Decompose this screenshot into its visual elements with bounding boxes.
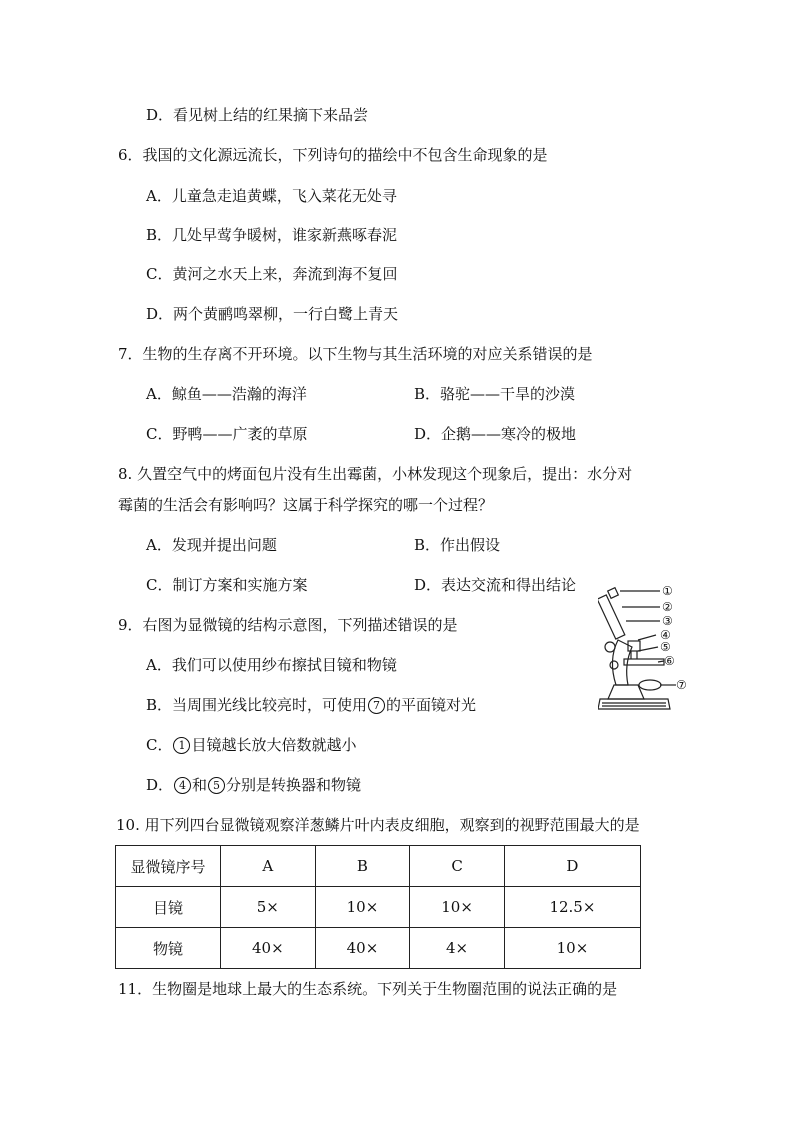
table-cell: 10× bbox=[504, 928, 640, 969]
circled-number: 1 bbox=[173, 737, 190, 754]
q7-option-d: D．企鹅——寒冷的极地 bbox=[414, 425, 577, 443]
q7-option-a: A．鲸鱼——浩瀚的海洋 bbox=[146, 385, 307, 403]
table-header-cell: 显微镜序号 bbox=[116, 846, 221, 887]
table-cell: 10× bbox=[315, 887, 410, 928]
q8-option-a: A．发现并提出问题 bbox=[146, 536, 277, 554]
q8-option-d: D．表达交流和得出结论 bbox=[414, 576, 577, 594]
table-cell: 目镜 bbox=[116, 887, 221, 928]
q8-option-b: B．作出假设 bbox=[414, 536, 501, 554]
figure-label-4: ④ bbox=[660, 628, 671, 642]
q5-option-d: D．看见树上结的红果摘下来品尝 bbox=[146, 106, 369, 124]
q7-option-b: B．骆驼——干旱的沙漠 bbox=[414, 385, 576, 403]
q9-option-c-pre: C． bbox=[146, 736, 173, 754]
q9-option-d bbox=[146, 774, 361, 796]
q9-option-b bbox=[146, 694, 476, 716]
figure-label-5: ⑤ bbox=[660, 640, 671, 654]
q9-option-d-pre: D． bbox=[146, 776, 174, 794]
table-cell: 物镜 bbox=[116, 928, 221, 969]
table-header-cell: A bbox=[221, 846, 316, 887]
microscope-table bbox=[115, 845, 641, 969]
q6-option-a: A．儿童急走追黄蝶，飞入菜花无处寻 bbox=[146, 187, 397, 205]
table-cell: 10× bbox=[410, 887, 505, 928]
microscope-diagram bbox=[598, 585, 688, 717]
table-row bbox=[116, 887, 641, 928]
table-cell: 40× bbox=[221, 928, 316, 969]
table-cell: 5× bbox=[221, 887, 316, 928]
q9-option-b-pre: B．当周围光线比较亮时，可使用 bbox=[146, 696, 368, 714]
figure-label-1: ① bbox=[662, 585, 673, 598]
table-cell: 12.5× bbox=[504, 887, 640, 928]
q7-stem: 7．生物的生存离不开环境。以下生物与其生活环境的对应关系错误的是 bbox=[118, 345, 593, 363]
q8-stem-line2: 霉菌的生活会有影响吗？这属于科学探究的哪一个过程？ bbox=[118, 496, 494, 514]
q8-option-c: C．制订方案和实施方案 bbox=[146, 576, 308, 594]
circled-number: 4 bbox=[174, 777, 191, 794]
q9-option-c-post: 目镜越长放大倍数就越小 bbox=[191, 736, 357, 754]
q9-option-d-post: 分别是转换器和物镜 bbox=[226, 776, 362, 794]
q6-stem: 6．我国的文化源远流长，下列诗句的描绘中不包含生命现象的是 bbox=[118, 146, 548, 164]
q9-option-a: A．我们可以使用纱布擦拭目镜和物镜 bbox=[146, 656, 397, 674]
figure-label-3: ③ bbox=[662, 614, 673, 628]
q9-stem: 9．右图为显微镜的结构示意图，下列描述错误的是 bbox=[118, 616, 458, 634]
table-header-cell: B bbox=[315, 846, 410, 887]
q6-option-d: D．两个黄鹂鸣翠柳，一行白鹭上青天 bbox=[146, 305, 399, 323]
circled-number: 7 bbox=[368, 697, 385, 714]
q6-option-b: B．几处早莺争暖树，谁家新燕啄春泥 bbox=[146, 226, 398, 244]
circled-number: 5 bbox=[208, 777, 225, 794]
figure-label-6: ⑥ bbox=[664, 654, 675, 668]
q8-stem-line1: 8. 久置空气中的烤面包片没有生出霉菌，小林发现这个现象后，提出：水分对 bbox=[118, 465, 633, 483]
q7-option-c: C．野鸭——广袤的草原 bbox=[146, 425, 308, 443]
q9-option-d-mid: 和 bbox=[192, 776, 208, 794]
q10-stem: 10. 用下列四台显微镜观察洋葱鳞片叶内表皮细胞，观察到的视野范围最大的是 bbox=[116, 816, 640, 834]
table-cell: 4× bbox=[410, 928, 505, 969]
figure-label-2: ② bbox=[662, 600, 673, 614]
table-header-cell: C bbox=[410, 846, 505, 887]
table-header-cell: D bbox=[504, 846, 640, 887]
q9-option-b-post: 的平面镜对光 bbox=[386, 696, 477, 714]
q6-option-c: C．黄河之水天上来，奔流到海不复回 bbox=[146, 265, 398, 283]
figure-label-7: ⑦ bbox=[676, 678, 687, 692]
q11-stem: 11．生物圈是地球上最大的生态系统。下列关于生物圈范围的说法正确的是 bbox=[118, 980, 618, 998]
q9-option-c bbox=[146, 734, 357, 756]
table-row bbox=[116, 928, 641, 969]
table-header-row bbox=[116, 846, 641, 887]
table-cell: 40× bbox=[315, 928, 410, 969]
